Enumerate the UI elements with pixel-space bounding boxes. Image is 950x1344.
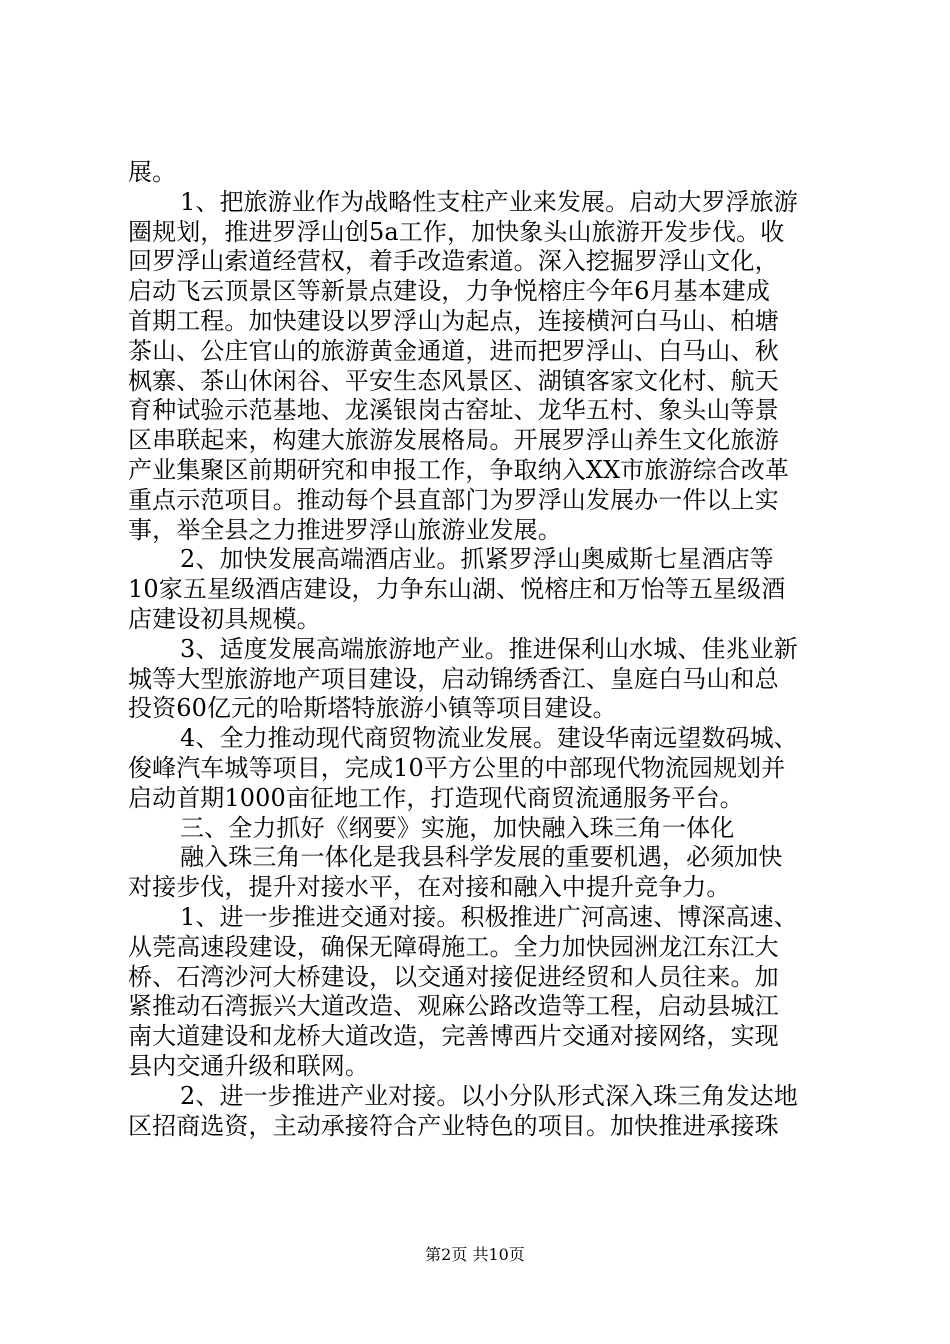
text-line: 2、进一步推进产业对接。以小分队形式深入珠三角发达地: [180, 1081, 798, 1110]
text-line: 俊峰汽车城等项目，完成10平方公里的中部现代物流园规划并: [128, 753, 786, 782]
page-footer: 第2页 共10页: [425, 1245, 525, 1264]
text-line: 茶山、公庄官山的旅游黄金通道，进而把罗浮山、白马山、秋: [128, 336, 779, 365]
text-line: 启动飞云顶景区等新景点建设，力争悦榕庄今年6月基本建成: [128, 277, 770, 306]
text-line: 区招商选资，主动承接符合产业特色的项目。加快推进承接珠: [128, 1111, 779, 1140]
document-body: [128, 158, 828, 1141]
text-line: 育种试验示范基地、龙溪银岗古窑址、龙华五村、象头山等景: [128, 396, 779, 425]
text-line: 首期工程。加快建设以罗浮山为起点，连接横河白马山、柏塘: [128, 306, 779, 335]
text-line: 对接步伐，提升对接水平，在对接和融入中提升竞争力。: [128, 873, 731, 902]
text-line: 三、全力抓好《纲要》实施，加快融入珠三角一体化: [180, 813, 735, 842]
text-line: 紧推动石湾振兴大道改造、观麻公路改造等工程，启动县城江: [128, 992, 779, 1021]
text-line: 城等大型旅游地产项目建设，启动锦绣香江、皇庭白马山和总: [128, 664, 779, 693]
text-line: 1、进一步推进交通对接。积极推进广河高速、博深高速、: [180, 902, 798, 931]
text-line: 回罗浮山索道经营权，着手改造索道。深入挖掘罗浮山文化，: [128, 247, 779, 276]
text-line: 启动首期1000亩征地工作，打造现代商贸流通服务平台。: [128, 783, 744, 812]
text-line: 区串联起来，构建大旅游发展格局。开展罗浮山养生文化旅游: [128, 426, 779, 455]
text-line: 投资60亿元的哈斯塔特旅游小镇等项目建设。: [128, 694, 617, 723]
text-line: 2、加快发展高端酒店业。抓紧罗浮山奥威斯七星酒店等: [180, 545, 774, 574]
text-line: 枫寨、茶山休闲谷、平安生态风景区、湖镇客家文化村、航天: [128, 366, 779, 395]
text-line: 圈规划，推进罗浮山创5a工作，加快象头山旅游开发步伐。收: [128, 217, 785, 246]
text-line: 县内交通升级和联网。: [128, 1051, 369, 1080]
text-line: 从莞高速段建设，确保无障碍施工。全力加快园洲龙江东江大: [128, 932, 779, 961]
text-line: 融入珠三角一体化是我县科学发展的重要机遇，必须加快: [180, 843, 783, 872]
text-line: 产业集聚区前期研究和申报工作，争取纳入XX市旅游综合改革: [128, 455, 789, 484]
text-line: 10家五星级酒店建设，力争东山湖、悦榕庄和万怡等五星级酒: [128, 575, 786, 604]
text-line: 4、全力推动现代商贸物流业发展。建设华南远望数码城、: [180, 724, 798, 753]
text-line: 展。: [128, 158, 177, 186]
text-line: 南大道建设和龙桥大道改造，完善博西片交通对接网络，实现: [128, 1022, 779, 1051]
text-line: 桥、石湾沙河大桥建设，以交通对接促进经贸和人员往来。加: [128, 962, 779, 991]
text-line: 1、把旅游业作为战略性支柱产业来发展。启动大罗浮旅游: [180, 187, 798, 216]
text-line: 事，举全县之力推进罗浮山旅游业发展。: [128, 515, 562, 544]
text-line: 3、适度发展高端旅游地产业。推进保利山水城、佳兆业新: [180, 634, 798, 663]
text-line: 重点示范项目。推动每个县直部门为罗浮山发展办一件以上实: [128, 485, 779, 514]
text-line: 店建设初具规模。: [128, 604, 321, 633]
